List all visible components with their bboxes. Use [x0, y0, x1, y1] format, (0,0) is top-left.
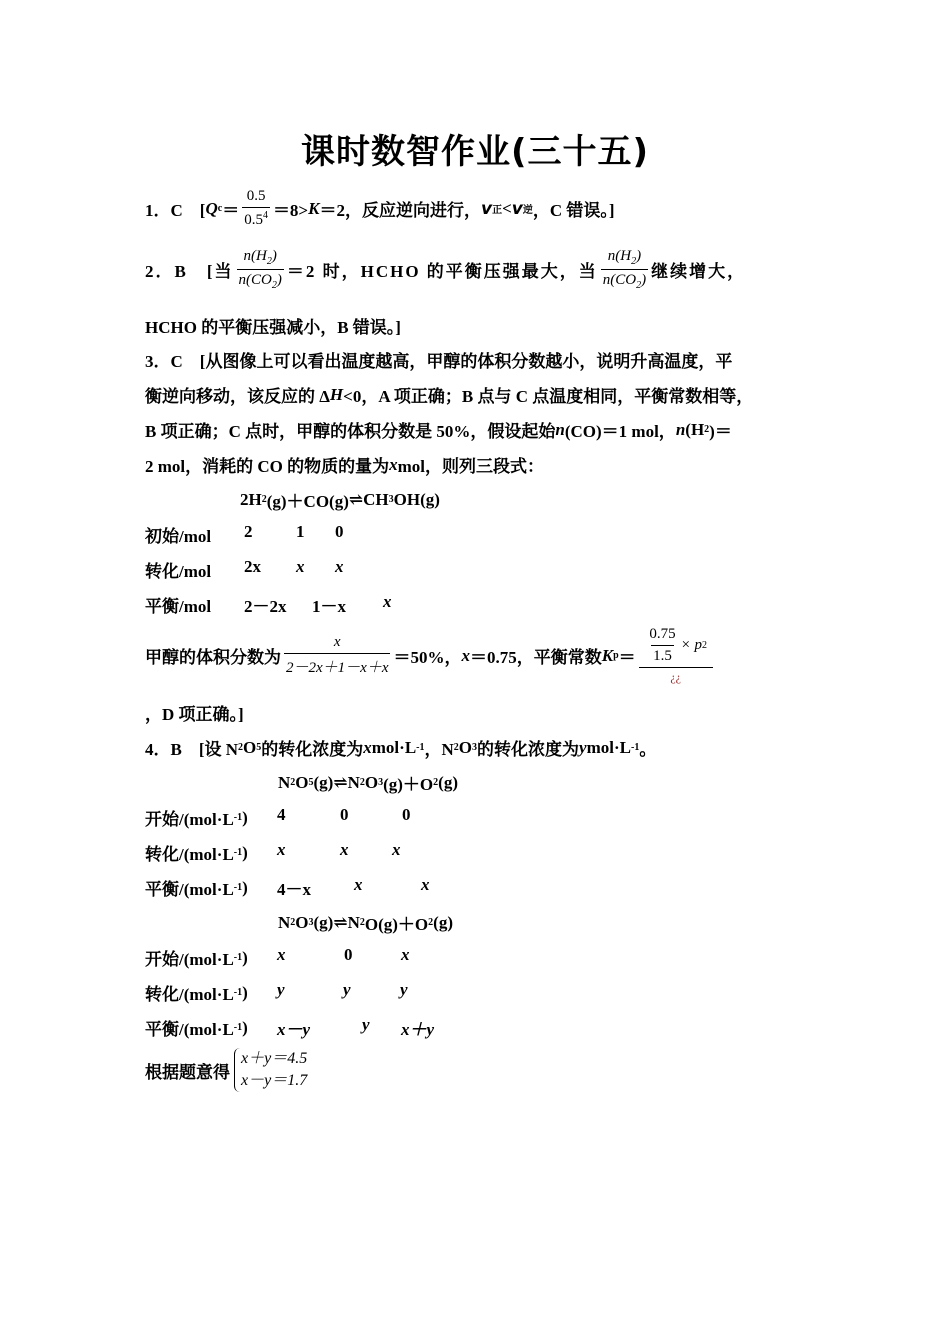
table-row: 平衡/(mol·L -1 ) [145, 1017, 248, 1039]
table-row: 平衡/(mol·L -1 ) [145, 877, 248, 899]
ratio-fraction-1: $\frac{n(H_2)}{n(CO_2)}$ [238, 248, 282, 291]
page: 课时数智作业(三十五) 1．C [ Q c ＝ $\frac{0.5}{0.5^4}$ ＝8> K ＝2，反应逆向进行， v 正 < v 逆 ，C 错误。] 2．B [当 $\frac{n(H_2)}{n(CO_2)}$ ＝2 时，HCHO 的平衡压强最大，当 $\frac{n(H_2)}{n(CO_2)}$ 继续增大， HCHO 的平衡压强减小，B 错误。] 3．C [从图像上可以看出温度越高，甲醇的体积分数越小，说明升高温度，平 衡逆向移动，该反应的 Δ H <0，A 项正确；B 点与 C 点温度相同，平衡常数相等， B 项正确；C 点时，甲醇的体积分数是 50%，假设起始 n (CO)＝1 mol， n (H 2 )＝ 2 mol，消耗的 CO 的物质的量为 x mol，则列三段式： 2H 2 (g)＋CO(g) ⇌ CH 3 OH(g) 初始/mol 2 1 0 转化/mol 2x x x 平衡/mol 2－2x 1－x x 甲醇的体积分数为 $\frac{x}{2-2x+1-x+x}$ ＝50%， x ＝0.75，平衡常数 K p ＝ $\frac{0.75}{1.5}$ × p 2 ¿¿ ，D 项正确。] 4．B [设 N 2 O 5 的转化浓度为 x mol·L -1 ，N 2 O 3 的转化浓度为 y mol·L -1 。 N 2 O 5 (g) ⇌ N 2 O 3 (g)＋O 2 (g) 开始/(mol·L -1 ) 4 0 0 转化/(mol·L -1 ) x x x 平衡/(mol·L -1 ) 4－x x x N 2 O 3 (g) ⇌ N 2 O(g)＋O 2 (g) 开始/(mol·L -1 ) x 0 x 转化/(mol·L -1 ) y y y 平衡/(mol·L -1 ) x－y y x＋y 根据题意得 x＋y＝4.5 x－y＝1.7 [0, 0, 950, 1344]
table-row: 转化/mol [145, 562, 212, 581]
answer-2: 2．B [当 $\frac{n(H_2)}{n(CO_2)}$ ＝2 时，HCHO 的平衡压强最大，当 $\frac{n(H_2)}{n(CO_2)}$ 继续增大， [145, 248, 747, 291]
table-row: 开始/(mol·L -1 ) [145, 947, 248, 969]
answer-3-line-2: 衡逆向移动，该反应的 Δ H <0，A 项正确；B 点与 C 点温度相同，平衡常数相等， [145, 384, 754, 406]
answer-3-line-4: 2 mol，消耗的 CO 的物质的量为 x mol，则列三段式： [145, 454, 545, 476]
answer-1: 1．C [ Q c ＝ $\frac{0.5}{0.5^4}$ ＝8> K ＝2，反应逆向进行， v 正 < v 逆 ，C 错误。] [145, 188, 615, 228]
reaction-equation-3: N 2 O 3 (g) ⇌ N 2 O(g)＋O 2 (g) [278, 912, 453, 934]
volume-fraction: $\frac{x}{2-2x+1-x+x}$ [286, 634, 389, 676]
equation-system-line: 根据题意得 x＋y＝4.5 x－y＝1.7 [145, 1048, 307, 1092]
answer-3-end: ，D 项正确。] [145, 705, 244, 724]
answer-3-line-1: 3．C [从图像上可以看出温度越高，甲醇的体积分数越小，说明升高温度，平 [145, 352, 733, 371]
table-row: 转化/(mol·L -1 ) [145, 842, 248, 864]
reaction-equation-2: N 2 O 5 (g) ⇌ N 2 O 3 (g)＋O 2 (g) [278, 772, 458, 794]
table-row: 转化/(mol·L -1 ) [145, 982, 248, 1004]
qc-fraction: $\frac{0.5}{0.5^4}$ [244, 188, 268, 228]
kp-fraction: $\frac{0.75}{1.5}$ × p 2 ¿¿ [639, 626, 713, 685]
equation-system: x＋y＝4.5 x－y＝1.7 [234, 1048, 307, 1092]
table-row: 平衡/mol [145, 597, 212, 616]
reaction-equation-1: 2H 2 (g)＋CO(g) ⇌ CH 3 OH(g) [240, 489, 440, 511]
page-title: 课时数智作业(三十五) [300, 132, 650, 172]
table-row: 初始/mol [145, 527, 212, 546]
table-row: 开始/(mol·L -1 ) [145, 807, 248, 829]
volume-fraction-line: 甲醇的体积分数为 $\frac{x}{2-2x+1-x+x}$ ＝50%， x ＝0.75，平衡常数 K p ＝ $\frac{0.75}{1.5}$ × p 2 ¿¿ [145, 626, 716, 685]
answer-2-line-2: HCHO 的平衡压强减小，B 错误。] [145, 318, 401, 337]
answer-4-line-1: 4．B [设 N 2 O 5 的转化浓度为 x mol·L -1 ，N 2 O 3 的转化浓度为 y mol·L -1 。 [145, 737, 657, 759]
answer-3-line-3: B 项正确；C 点时，甲醇的体积分数是 50%，假设起始 n (CO)＝1 mol， n (H 2 )＝ [145, 419, 732, 441]
ratio-fraction-2: $\frac{n(H_2)}{n(CO_2)}$ [602, 248, 647, 291]
